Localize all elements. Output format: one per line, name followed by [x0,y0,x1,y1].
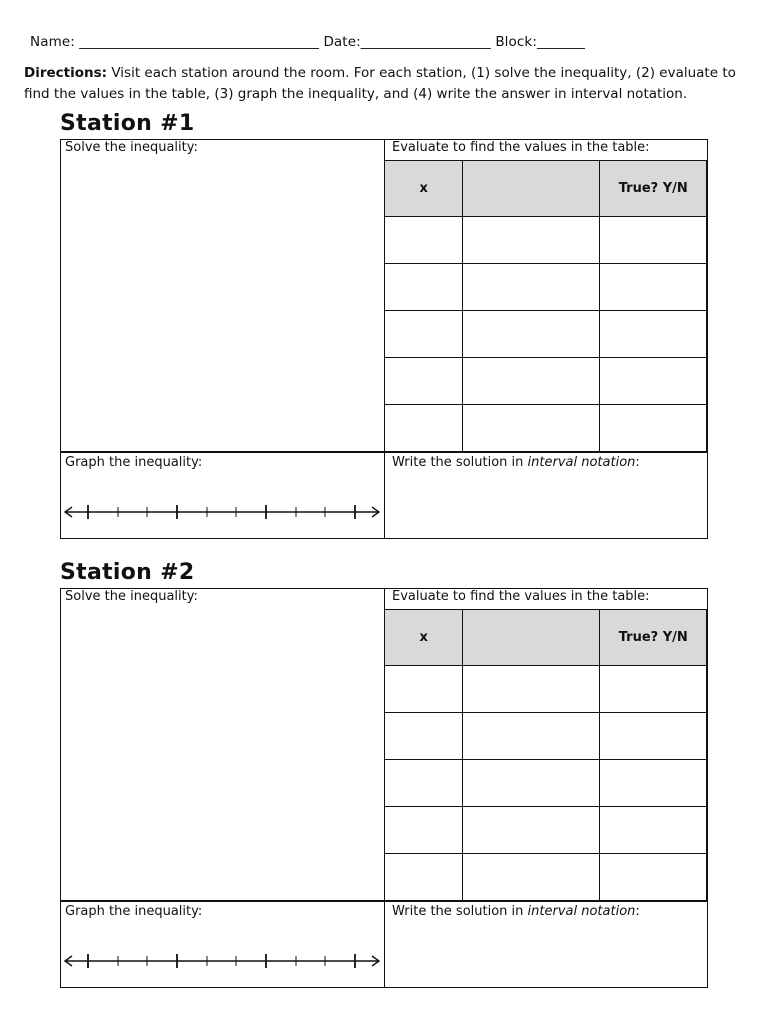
table-row [385,311,707,358]
table-cell[interactable] [600,666,707,713]
number-line[interactable] [61,941,383,981]
evaluate-label: Evaluate to find the values in the table: [392,589,650,604]
solve-label: Solve the inequality: [65,589,198,604]
table-cell[interactable] [600,405,707,452]
table-cell[interactable] [600,807,707,854]
table-cell[interactable] [600,760,707,807]
table-header-true: True? Y/N [600,610,707,666]
table-header-true: True? Y/N [600,161,707,217]
table-cell[interactable] [463,217,600,264]
table-cell[interactable] [600,217,707,264]
table-cell[interactable] [600,311,707,358]
number-line[interactable] [61,492,383,532]
table-cell[interactable] [463,311,600,358]
table-header-x: x [385,161,463,217]
table-header-row [385,610,707,666]
evaluate-table [384,609,707,901]
interval-label: Write the solution in interval notation: [392,904,640,919]
block-field[interactable]: Block:_______ [495,34,585,50]
table-cell[interactable] [385,405,463,452]
name-field[interactable]: Name: ___________________________________ [30,34,320,50]
table-cell[interactable] [600,358,707,405]
table-header-row [385,161,707,217]
table-cell[interactable] [385,358,463,405]
table-cell[interactable] [385,713,463,760]
table-cell[interactable] [463,264,600,311]
table-row [385,405,707,452]
header-line [30,34,585,50]
table-row [385,217,707,264]
table-cell[interactable] [463,358,600,405]
table-cell[interactable] [463,713,600,760]
table-header-x: x [385,610,463,666]
table-cell[interactable] [463,807,600,854]
table-row [385,666,707,713]
directions [24,63,748,105]
date-field[interactable]: Date:___________________ [323,34,491,50]
horizontal-divider [61,900,707,902]
table-cell[interactable] [600,713,707,760]
evaluate-label: Evaluate to find the values in the table: [392,140,650,155]
graph-label: Graph the inequality: [65,904,203,919]
table-row [385,264,707,311]
solve-label: Solve the inequality: [65,140,198,155]
table-row [385,807,707,854]
table-cell[interactable] [463,405,600,452]
directions-label: Directions: [24,65,108,81]
table-cell[interactable] [385,760,463,807]
table-cell[interactable] [385,666,463,713]
table-cell[interactable] [385,217,463,264]
table-cell[interactable] [600,854,707,901]
table-cell[interactable] [385,311,463,358]
table-cell[interactable] [463,854,600,901]
table-cell[interactable] [463,760,600,807]
horizontal-divider [61,451,707,453]
table-row [385,358,707,405]
table-cell[interactable] [385,854,463,901]
graph-label: Graph the inequality: [65,455,203,470]
table-cell[interactable] [600,264,707,311]
station-2-panel [60,588,708,988]
station-1-title: Station #1 [60,111,195,136]
table-cell[interactable] [463,666,600,713]
station-1-panel [60,139,708,539]
table-header-value [463,161,600,217]
evaluate-table [384,160,707,452]
table-cell[interactable] [385,807,463,854]
table-row [385,760,707,807]
table-cell[interactable] [385,264,463,311]
table-row [385,854,707,901]
table-row [385,713,707,760]
directions-text: Visit each station around the room. For each station, (1) solve the inequality, (2) evaluate to find the values in the table, (3) graph the inequality, and (4) write the answer in interval notation. [24,65,736,102]
interval-label: Write the solution in interval notation: [392,455,640,470]
station-2-title: Station #2 [60,560,195,585]
table-header-value [463,610,600,666]
